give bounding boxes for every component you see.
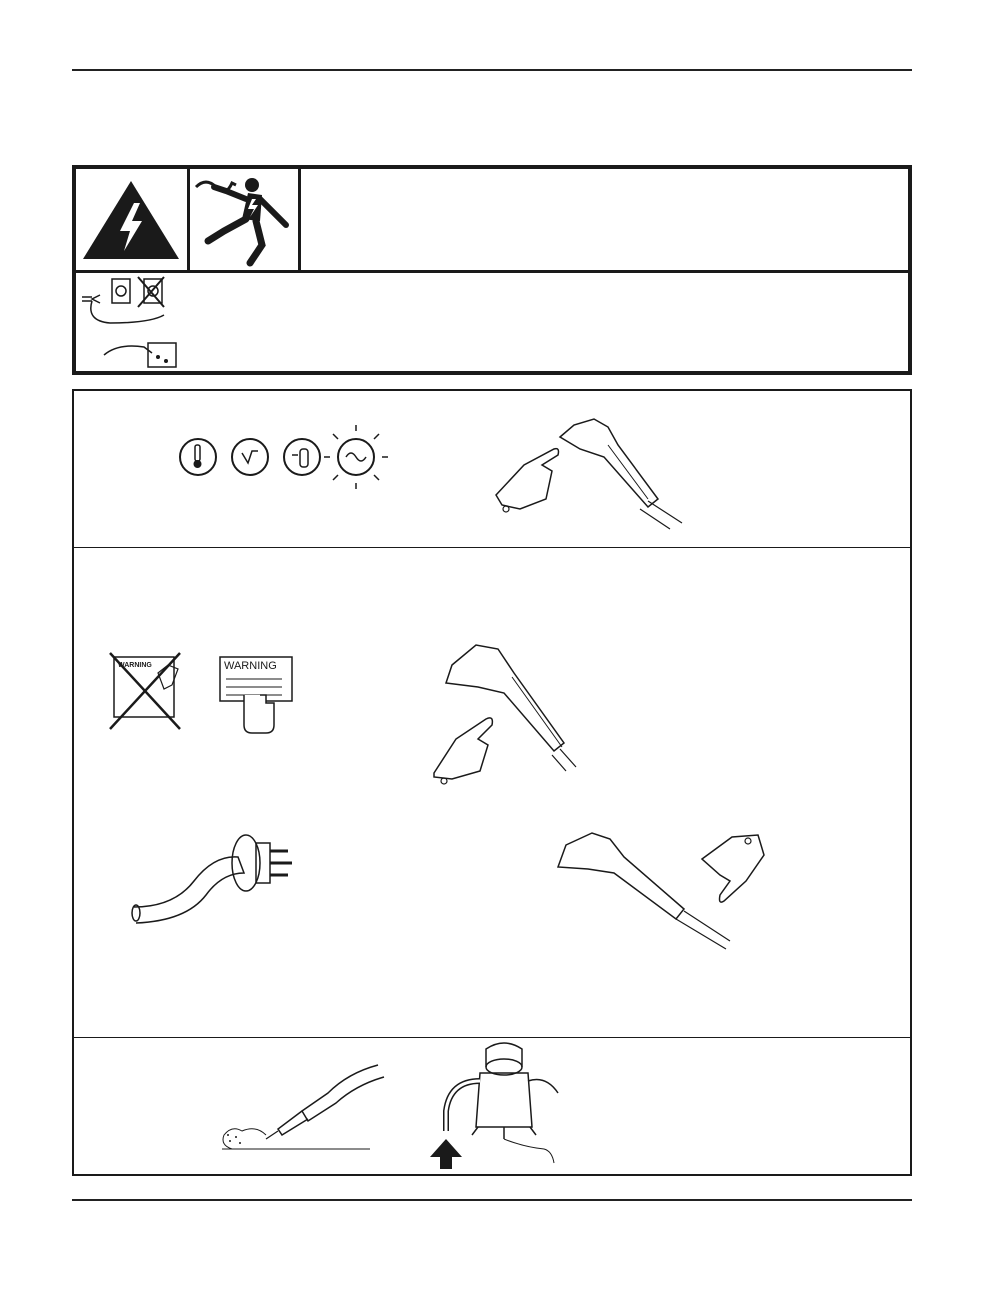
power-plug-figure [128,825,308,925]
person-electrocuted-icon [190,169,298,270]
torch-cable-figure [552,819,772,955]
procedure-box [72,389,912,1176]
footer-rule [72,1199,912,1201]
vacuum-figure [420,1029,580,1169]
blow-out-figure [220,1059,390,1155]
vacuum-cleaner-icon [420,1029,580,1169]
electric-shock-warning-triangle-icon [76,169,187,270]
status-lights-icons [172,425,392,495]
torch-pointing-hand-icon [490,409,690,531]
gas-cylinder-icon [284,439,320,475]
header-rule [72,69,912,71]
power-plug-icon [128,825,308,925]
pressure-icon [232,439,268,475]
replace-warning-label-icon [220,657,292,733]
warning-labels-icons [108,643,308,739]
shock-figure-cell [190,169,301,270]
warning-triangle-cell [76,169,190,270]
disconnect-power-icon [78,273,182,371]
torch-check-figure [426,623,586,793]
remove-warning-label-icon [110,653,180,729]
compressed-air-nozzle-icon [220,1059,390,1155]
svg-text:WARNING: WARNING [224,660,277,672]
disconnect-power-figure [78,273,182,371]
torch-finger-figure [490,409,690,531]
warning-header-row [76,169,908,273]
warning-box [72,165,912,375]
ac-power-light-icon [324,425,388,489]
section-divider [74,547,910,548]
torch-inspection-hand-icon [426,623,586,793]
temperature-icon [180,439,216,475]
status-lights-figure [172,425,392,495]
svg-text:WARNING: WARNING [118,662,152,669]
warning-labels-figure [108,643,308,739]
torch-cable-hand-icon [552,819,772,955]
